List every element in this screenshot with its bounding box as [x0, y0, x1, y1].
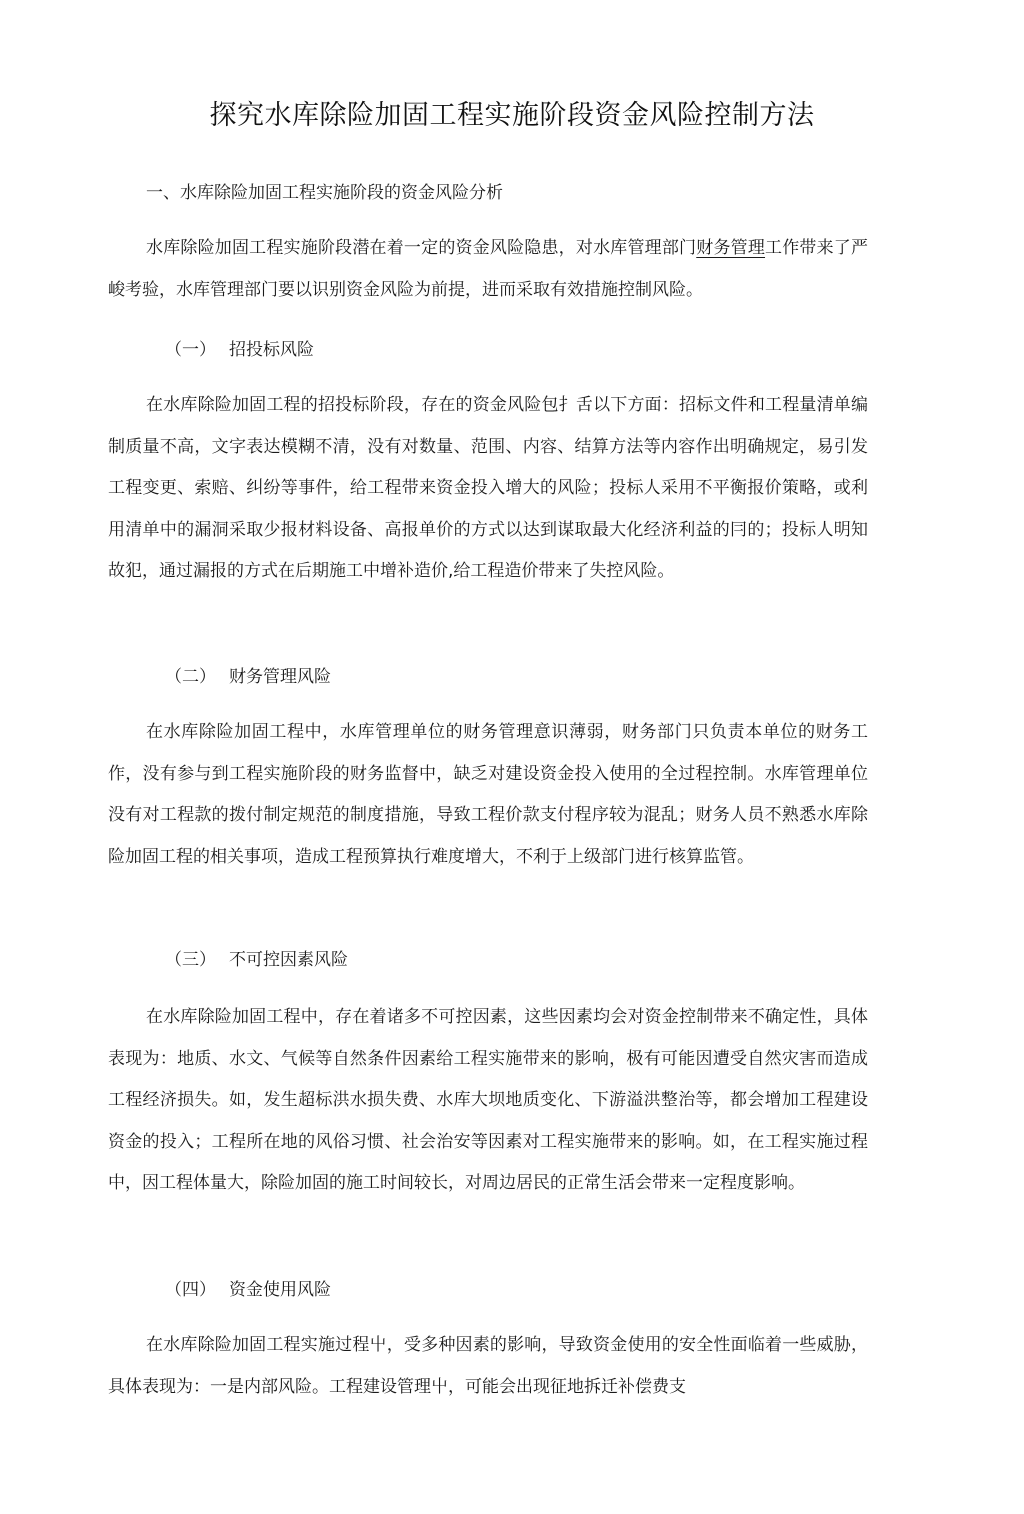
subsection-number: （三）	[165, 950, 216, 970]
subsection-heading-2	[165, 662, 331, 692]
intro-paragraph	[108, 228, 868, 311]
subsection-title: 财务管理风险	[229, 667, 331, 687]
subsection-body-3: 在水库除险加固工程中，存在着诸多不可控因素，这些因素均会对资金控制带来不确定性，具体表现为：地质、水文、气候等自然条件因素给工程实施带来的影响，极有可能因遭受自然灾害而造成工程经济损失。如，发生超标洪水损失费、水库大坝地质变化、下游溢洪整治等，都会增加工程建设资金的投入；工程所在地的风俗习惯、社会治安等因素对工程实施带来的影响。如，在工程实施过程中，因工程体量大，除险加固的施工时间较长，对周边居民的正常生活会带来一定程度影响。	[108, 1007, 868, 1193]
subsection-heading-1	[165, 335, 314, 365]
document-title: 探究水库除险加固工程实施阶段资金风险控制方法	[209, 100, 815, 131]
subsection-heading-3	[165, 945, 348, 975]
financial-management-link-text: 财务管理	[696, 238, 766, 258]
subsection-title: 不可控因素风险	[229, 950, 348, 970]
subsection-number: （二）	[165, 667, 216, 687]
subsection-number: （一）	[165, 340, 216, 360]
section-heading: 一、水库除险加固工程实施阶段的资金风险分析	[146, 183, 503, 203]
subsection-body-1: 在水库除险加固工程的招投标阶段，存在的资金风险包扌舌以下方面：招标文件和工程量清单编制质量不高，文字表达模糊不清，没有对数量、范围、内容、结算方法等内容作出明确规定，易引发工程变更、索赔、纠纷等事件，给工程带来资金投入增大的风险；投标人采用不平衡报价策略，或利用清单中的漏洞采取少报材料设备、高报单价的方式以达到谋取最大化经济利益的冃的；投标人明知故犯，通过漏报的方式在后期施工中增补造价,给工程造价带来了失控风险。	[108, 395, 868, 581]
subsection-heading-4	[165, 1275, 331, 1305]
subsection-title: 资金使用风险	[229, 1280, 331, 1300]
subsection-title: 招投标风险	[229, 340, 314, 360]
intro-text-before: 水库除险加固工程实施阶段潜在着一定的资金风险隐患，对水库管理部门	[146, 238, 697, 258]
subsection-number: （四）	[165, 1280, 216, 1300]
subsection-body-2: 在水库除险加固工程中，水库管理单位的财务管理意识薄弱，财务部门只负责本单位的财务工作，没有参与到工程实施阶段的财务监督中，缺乏对建设资金投入使用的全过程控制。水库管理单位没有对工程款的拨付制定规范的制度措施，导致工程价款支付程序较为混乱；财务人员不熟悉水库除险加固工程的相关事项，造成工程预算执行难度增大，不利于上级部门进行核算监管。	[108, 722, 868, 867]
subsection-body-4: 在水库除险加固工程实施过程屮，受多种因素的影响，导致资金使用的安全性面临着一些威胁，具体表现为：一是内部风险。工程建设管理屮，可能会出现征地拆迁补偿费支	[108, 1335, 868, 1397]
intro-text-after: 工作带来了严峻考验，水库管理部门要以识别资金风险为前提，进而采取有效措施控制风险。	[108, 238, 869, 300]
